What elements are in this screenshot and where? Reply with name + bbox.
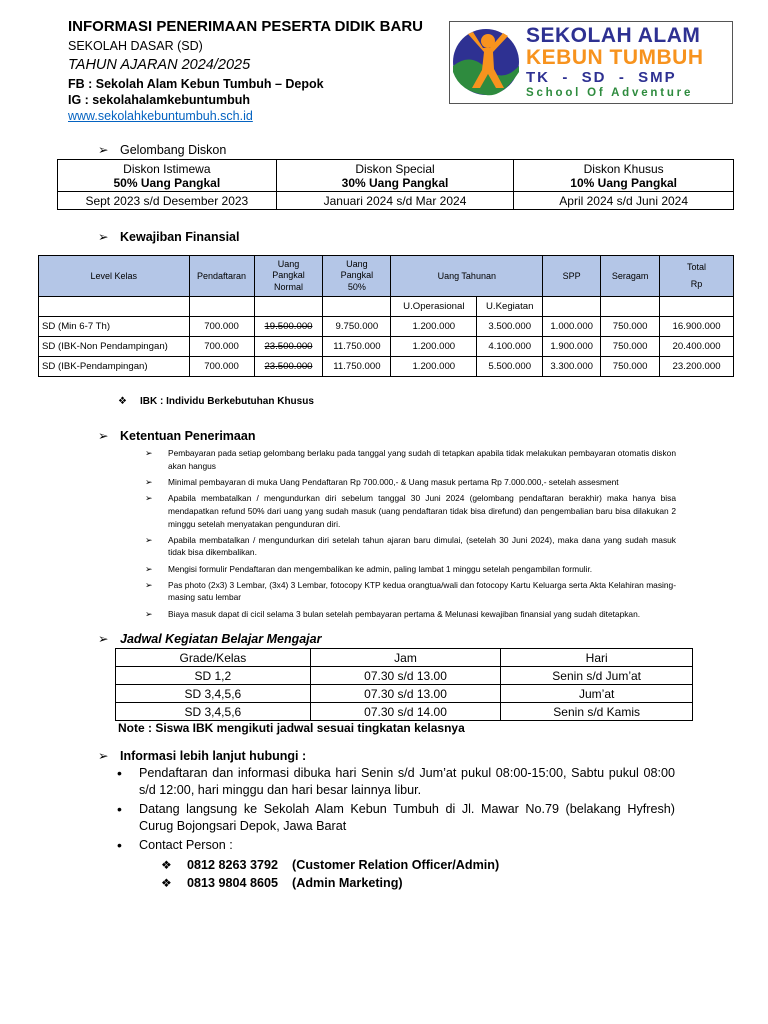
operasional-cell: 1.200.000 <box>391 337 477 357</box>
empty-cell <box>601 297 660 317</box>
list-item: ➢ Mengisi formulir Pendaftaran dan mengembalikan ke admin, paling lambat 1 minggu setelah pengambilan formulir. <box>145 563 676 576</box>
list-item: ➢ Pas photo (2x3) 3 Lembar, (3x4) 3 Lembar, fotocopy KTP kedua orangtua/wali dan fotocopy Kartu Keluarga serta Akta Kelahiran masing-masing satu lembar <box>145 579 676 605</box>
diskon-cell <box>514 160 734 192</box>
info-heading <box>98 748 306 763</box>
finansial-table <box>38 255 734 377</box>
arrow-bullet-icon: ➢ <box>98 749 109 763</box>
contact-phone[interactable]: 0812 8263 3792 <box>187 858 279 872</box>
list-item: ➢ Biaya masuk dapat di cicil selama 3 bulan setelah pembayaran pertama & Melunasi kewajiban finansial yang sudah ditetapkan. <box>145 608 676 621</box>
table-row <box>116 703 693 721</box>
seragam-cell: 750.000 <box>601 357 660 377</box>
spp-cell: 1.000.000 <box>543 317 601 337</box>
seragam-cell: 750.000 <box>601 337 660 357</box>
table-row <box>39 337 734 357</box>
col-header-tahunan: Uang Tahunan <box>391 256 543 297</box>
kegiatan-cell: 4.100.000 <box>477 337 543 357</box>
info-list <box>113 765 675 892</box>
ketentuan-list <box>145 447 676 624</box>
jadwal-heading <box>98 631 321 646</box>
jam-cell: 07.30 s/d 13.00 <box>310 667 501 685</box>
empty-cell <box>323 297 391 317</box>
contact-item <box>113 874 675 892</box>
ibk-note-text: IBK : Individu Berkebutuhan Khusus <box>140 396 314 407</box>
table-row <box>116 685 693 703</box>
list-item: ➢ Apabila membatalkan / mengundurkan diri setelah tahun ajaran baru dimulai, (setelah 30 Juni 2024), maka dana yang sudah masuk tidak bisa dikembalikan. <box>145 534 676 560</box>
col-header-seragam: Seragam <box>601 256 660 297</box>
level-cell: SD (IBK-Non Pendampingan) <box>39 337 190 357</box>
jadwal-note: Note : Siswa IBK mengikuti jadwal sesuai tingkatan kelasnya <box>118 721 465 735</box>
diskon-period: Sept 2023 s/d Desember 2023 <box>58 192 277 210</box>
col-header-spp: SPP <box>543 256 601 297</box>
logo-line-4: School Of Adventure <box>526 87 694 99</box>
grade-cell: SD 3,4,5,6 <box>116 703 311 721</box>
header-line: 50% <box>347 281 366 292</box>
level-cell: SD (Min 6-7 Th) <box>39 317 190 337</box>
header-line: Normal <box>273 281 303 292</box>
pangkal-50-cell: 9.750.000 <box>323 317 391 337</box>
pendaftaran-cell: 700.000 <box>189 317 254 337</box>
contact-label: • Contact Person : <box>113 837 675 854</box>
diamond-bullet-icon: ❖ <box>118 396 127 407</box>
hari-cell: Senin s/d Jum’at <box>501 667 693 685</box>
kegiatan-cell: 5.500.000 <box>477 357 543 377</box>
operasional-cell: 1.200.000 <box>391 317 477 337</box>
arrow-bullet-icon: ➢ <box>98 632 109 646</box>
jam-cell: 07.30 s/d 14.00 <box>310 703 501 721</box>
instagram-info: IG : sekolahalamkebuntumbuh <box>68 93 250 107</box>
facebook-info: FB : Sekolah Alam Kebun Tumbuh – Depok <box>68 77 324 91</box>
list-item: • Pendaftaran dan informasi dibuka hari Senin s/d Jum’at pukul 08:00-15:00, Sabtu pukul 08:00 s/d 12:00, hari minggu dan hari besar lainnya libur. <box>113 765 675 799</box>
arrow-bullet-icon: ➢ <box>98 429 109 443</box>
website-link[interactable]: www.sekolahkebuntumbuh.sch.id <box>68 109 253 123</box>
info-heading-text: Informasi lebih lanjut hubungi : <box>120 749 307 763</box>
col-header-kegiatan: U.Kegiatan <box>477 297 543 317</box>
col-header-operasional: U.Operasional <box>391 297 477 317</box>
diskon-cell <box>276 160 514 192</box>
pendaftaran-cell: 700.000 <box>189 357 254 377</box>
finansial-heading <box>98 229 239 244</box>
finansial-heading-text: Kewajiban Finansial <box>120 230 240 244</box>
arrow-bullet-icon: ➢ <box>98 230 109 244</box>
empty-cell <box>189 297 254 317</box>
diskon-heading <box>98 142 226 157</box>
header-line: Total <box>687 262 707 272</box>
grade-cell: SD 3,4,5,6 <box>116 685 311 703</box>
header-line: Uang <box>346 258 368 269</box>
diskon-period: Januari 2024 s/d Mar 2024 <box>276 192 514 210</box>
kegiatan-cell: 3.500.000 <box>477 317 543 337</box>
header-line: Pangkal <box>272 270 305 281</box>
jadwal-table <box>115 648 693 721</box>
pangkal-normal-cell: 23.500.000 <box>254 357 323 377</box>
pendaftaran-cell: 700.000 <box>189 337 254 357</box>
jadwal-heading-text: Jadwal Kegiatan Belajar Mengajar <box>120 632 322 646</box>
diskon-table <box>57 159 734 210</box>
logo-line-2: KEBUN TUMBUH <box>526 46 704 69</box>
contact-phone[interactable]: 0813 9804 8605 <box>187 876 279 890</box>
diskon-heading-text: Gelombang Diskon <box>120 143 227 157</box>
total-cell: 16.900.000 <box>660 317 734 337</box>
empty-cell <box>254 297 323 317</box>
col-header-pangkal-50 <box>323 256 391 297</box>
ketentuan-heading-text: Ketentuan Penerimaan <box>120 429 256 443</box>
diskon-cell <box>58 160 277 192</box>
diskon-name: Diskon Khusus <box>583 161 664 176</box>
school-level: SEKOLAH DASAR (SD) <box>68 39 203 53</box>
logo-line-1: SEKOLAH ALAM <box>526 24 701 47</box>
contact-item <box>113 856 675 874</box>
contact-role: (Admin Marketing) <box>292 876 403 890</box>
list-item: ➢ Minimal pembayaran di muka Uang Pendaftaran Rp 700.000,- & Uang masuk pertama Rp 7.000.000,- setelah assesment <box>145 476 676 489</box>
diskon-name: Diskon Special <box>355 161 435 176</box>
hari-cell: Senin s/d Kamis <box>501 703 693 721</box>
table-row <box>39 357 734 377</box>
empty-cell <box>543 297 601 317</box>
col-header-level: Level Kelas <box>39 256 190 297</box>
school-logo <box>449 21 733 104</box>
diskon-period: April 2024 s/d Juni 2024 <box>514 192 734 210</box>
pangkal-normal-cell: 19.500.000 <box>254 317 323 337</box>
hari-cell: Jum’at <box>501 685 693 703</box>
diskon-value: 10% Uang Pangkal <box>570 175 678 190</box>
spp-cell: 3.300.000 <box>543 357 601 377</box>
empty-cell <box>660 297 734 317</box>
table-header-row <box>116 649 693 667</box>
logo-line-3: TK - SD - SMP <box>526 69 677 86</box>
ketentuan-heading <box>98 428 255 443</box>
spp-cell: 1.900.000 <box>543 337 601 357</box>
pangkal-50-cell: 11.750.000 <box>323 337 391 357</box>
total-cell: 23.200.000 <box>660 357 734 377</box>
table-row <box>39 317 734 337</box>
header-line: Rp <box>690 279 703 289</box>
col-header-pendaftaran: Pendaftaran <box>189 256 254 297</box>
page-title: INFORMASI PENERIMAAN PESERTA DIDIK BARU <box>68 18 424 35</box>
jam-cell: 07.30 s/d 13.00 <box>310 685 501 703</box>
pangkal-normal-cell: 23.500.000 <box>254 337 323 357</box>
contact-list <box>113 856 675 892</box>
empty-cell <box>39 297 190 317</box>
academic-year: TAHUN AJARAN 2024/2025 <box>68 57 251 73</box>
col-header-hari: Hari <box>501 649 693 667</box>
seragam-cell: 750.000 <box>601 317 660 337</box>
col-header-total <box>660 256 734 297</box>
diskon-value: 50% Uang Pangkal <box>113 175 221 190</box>
col-header-pangkal-normal <box>254 256 323 297</box>
operasional-cell: 1.200.000 <box>391 357 477 377</box>
list-item: ➢ Apabila membatalkan / mengundurkan diri sebelum tanggal 30 Juni 2024 (gelombang pendaftaran berakhir) maka hanya bisa mendapatkan refund 50% dari uang yang sudah masuk (uang pendaftaran tidak bisa direfund) dan pengembalian baru bisa dilakukan 2 minggu setelah menyatakan pengunduran diri. <box>145 492 676 530</box>
table-row <box>116 667 693 685</box>
ibk-note <box>118 396 314 407</box>
header-line: Pangkal <box>340 270 374 281</box>
diskon-value: 30% Uang Pangkal <box>341 175 449 190</box>
level-cell: SD (IBK-Pendampingan) <box>39 357 190 377</box>
list-item: ➢ Pembayaran pada setiap gelombang berlaku pada tanggal yang sudah di tetapkan apabila tidak melakukan pembayaran otomatis diskon akan hangus <box>145 447 676 473</box>
pangkal-50-cell: 11.750.000 <box>323 357 391 377</box>
arrow-bullet-icon: ➢ <box>98 143 109 157</box>
col-header-jam: Jam <box>310 649 501 667</box>
list-item: • Datang langsung ke Sekolah Alam Kebun Tumbuh di Jl. Mawar No.79 (belakang Hyfresh) Curug Bojongsari Depok, Jawa Barat <box>113 801 675 835</box>
header-line: Uang <box>277 258 300 269</box>
diskon-name: Diskon Istimewa <box>123 161 211 176</box>
col-header-grade: Grade/Kelas <box>116 649 311 667</box>
grade-cell: SD 1,2 <box>116 667 311 685</box>
total-cell: 20.400.000 <box>660 337 734 357</box>
contact-role: (Customer Relation Officer/Admin) <box>292 858 500 872</box>
